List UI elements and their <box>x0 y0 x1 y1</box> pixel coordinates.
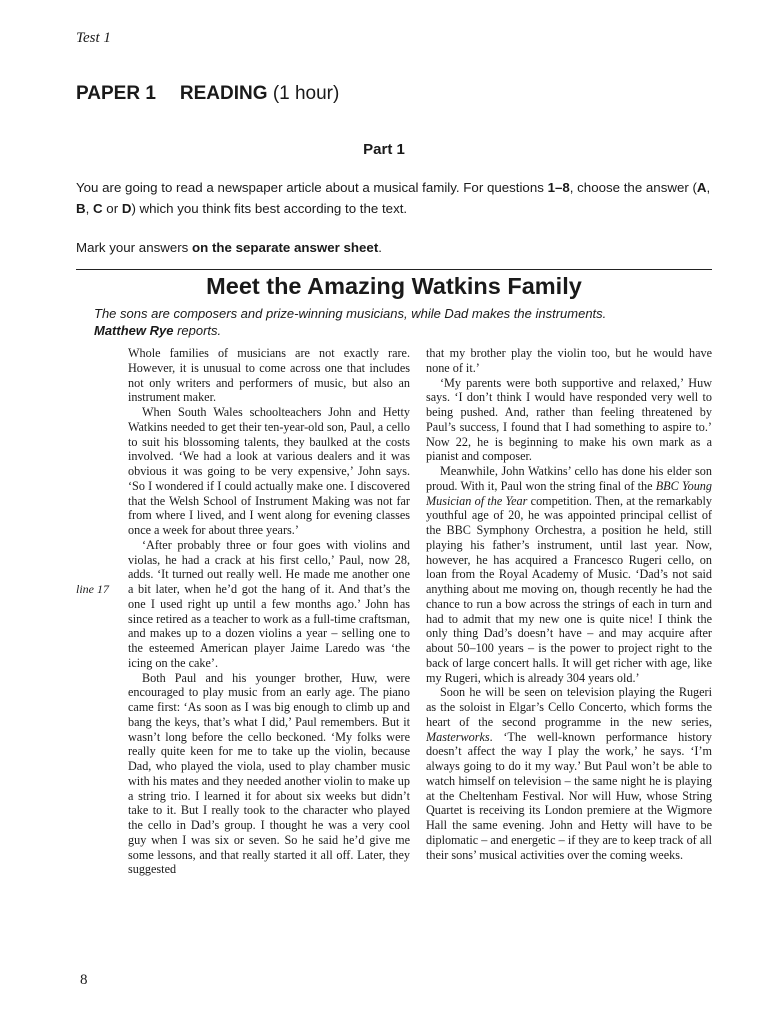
paper-heading <box>76 83 339 105</box>
page-number: 8 <box>80 972 88 988</box>
paper-section: READING <box>179 83 268 104</box>
option-c: C <box>93 201 103 216</box>
option-d: D <box>121 201 132 216</box>
line-marker: line 17 <box>76 582 109 596</box>
part-title: Part 1 <box>363 141 405 158</box>
instr-text: ) which you think fits best according to the text. <box>131 201 408 216</box>
paragraph-text: Soon he will be seen on television playing the Rugeri as the soloist in Elgar’s Cello Concerto, which forms the heart of the second programme in the new series, <box>426 685 712 729</box>
instr-text: Mark your answers <box>76 240 193 255</box>
article-column-1 <box>128 346 410 970</box>
paragraph: Both Paul and his younger brother, Huw, were encouraged to play music from an early age. The piano came first: ‘As soon as I was big enough to climb up and bang the keys, that’s what I did,’ Paul remembers. But it wasn’t long before the cello beckoned. ‘My folks were really quite keen for me to take up the violin, because Dad, who played the viola, used to play chamber music with his mates and they needed another violin to make up a string trio. I learned it for about six weeks but didn’t take to it. But I really took to the character who played the cello in Dad’s group. I thought he was a very cool guy when I was six or seven. So he said he’d give me some lessons, and that really started it all off. Later, they suggested <box>128 670 410 877</box>
byline-text: reports. <box>173 323 222 338</box>
question-range: 1–8 <box>547 180 570 195</box>
paper-label: PAPER 1 <box>76 83 156 104</box>
option-b: B <box>76 201 86 216</box>
instr-sep: , <box>706 180 711 195</box>
paragraph: Whole families of musicians are not exactly rare. However, it is unusual to come across one that includes not only writers and performers of music, but also an instrument maker. <box>128 346 410 405</box>
paragraph <box>426 685 712 862</box>
instructions-intro <box>76 177 712 219</box>
standfirst-text: The sons are composers and prize-winning musicians, while Dad makes the instruments. <box>94 306 607 321</box>
competition-name: BBC Young Musician of the Year <box>426 478 712 508</box>
byline-name: Matthew Rye <box>94 323 174 338</box>
paragraph: ‘My parents were both supportive and relaxed,’ Huw says. ‘I don’t think I would have responded very well to being pushed. And, rather than feeling threatened by Paul’s success, I found that I had something to aspire to.’ Now 22, he is beginning to make his own mark as a pianist and composer. <box>426 375 712 464</box>
series-name: Masterworks <box>426 729 490 744</box>
option-a: A <box>696 180 707 195</box>
paragraph: When South Wales schoolteachers John and Hetty Watkins needed to get their ten-year-old son, Paul, a cello to suit his blossoming talents, they baulked at the costs involved. ‘We had a look at various dealers and it was obvious it was going to be very expensive,’ John says. ‘So I wondered if I could actually make one. I discovered that the Welsh School of Instrument Making was not far from where I lived, and I went along for evening classes once a week for about three years.’ <box>128 405 410 537</box>
article-column-2 <box>426 346 712 970</box>
instr-text: , choose the answer ( <box>569 180 697 195</box>
article-title: Meet the Amazing Watkins Family <box>206 273 582 299</box>
answer-sheet-note: on the separate answer sheet <box>192 240 379 255</box>
test-label: Test 1 <box>76 30 111 46</box>
paragraph: ‘After probably three or four goes with violins and violas, he had a crack at his first cello,’ Paul, now 28, adds. ‘It turned out really well. He made me another one a bit later, when he’d got the hang of it. And that’s the one I used right up until a few months ago.’ John has since retired as a teacher to work as a full-time craftsman, and makes up to a dozen violins a year – selling one to the esteemed American player Jaime Laredo was ‘the icing on the cake’. <box>128 537 410 670</box>
instructions-mark <box>76 237 712 258</box>
standfirst <box>94 305 714 339</box>
divider-rule <box>76 269 712 270</box>
paragraph-text: competition. Then, at the remarkably youthful age of 20, he was appointed principal cellist of the BBC Symphony Orchestra, a position he held, still playing his father’s instrument, until last year. Now, however, he has acquired a Francesco Rugeri cello, on loan from the Royal Academy of Music. ‘Dad’s not said anything about me moving on, though recently he had the chance to run a bow across the strings of each in turn and had to admit that my new one is quite nice! I think the only thing Dad’s doesn’t have – and may acquire after about 50–100 years – is the power to project right to the back of large concert halls. It will get richer with age, like my Rugeri, which is already 304 years old.’ <box>426 493 712 685</box>
paragraph-text: Meanwhile, John Watkins’ cello has done his elder son proud. With it, Paul won the string final of the <box>426 464 712 493</box>
paragraph: that my brother play the violin too, but he would have none of it.’ <box>426 346 712 375</box>
paper-duration: (1 hour) <box>272 83 340 104</box>
instr-text: You are going to read a newspaper article about a musical family. For questions <box>76 180 548 195</box>
instr-sep: or <box>102 201 122 216</box>
paragraph <box>426 464 712 685</box>
paragraph-text: . ‘The well-known performance history doesn’t affect the way I play the work,’ he says. ‘I’m always going to do it my way.’ But Paul won’t be able to watch himself on television – the same night he is playing at the Cheltenham Festival. Nor will Huw, whose String Quartet is receiving its London premiere at the Wigmore Hall the same evening. John and Hetty will have to be diplomatic – and energetic – if they are to keep track of all their sons’ musical activities over the coming weeks. <box>426 729 712 862</box>
instr-text: . <box>378 240 382 255</box>
instr-sep: , <box>85 201 93 216</box>
